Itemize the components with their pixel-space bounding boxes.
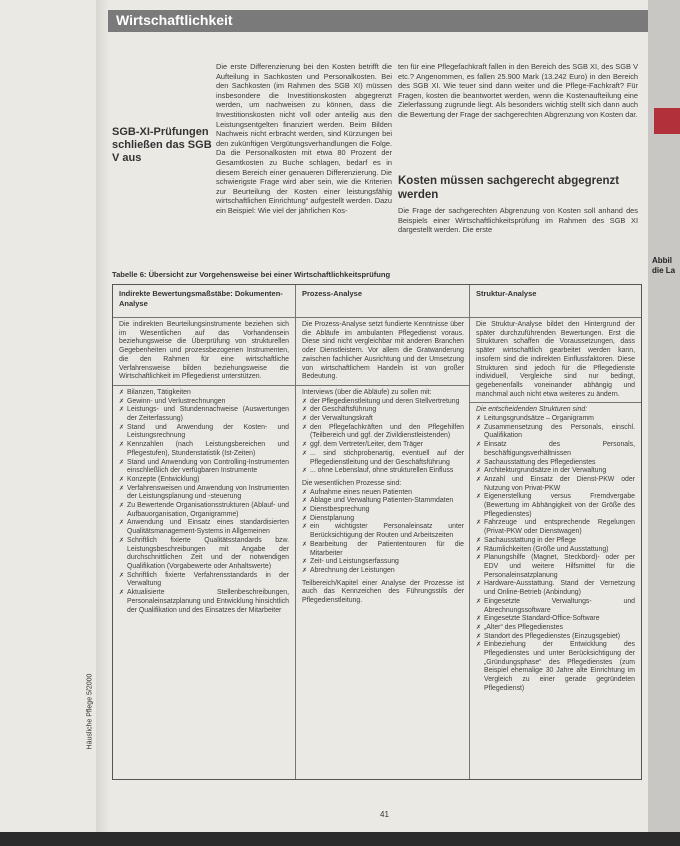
list-item: ✗ Dienstplanung bbox=[310, 515, 464, 524]
page-number: 41 bbox=[380, 810, 389, 819]
list-item: ✗ Konzepte (Entwicklung) bbox=[127, 476, 289, 485]
list-item: ✗ Stand und Anwendung der Kosten- und Leistungsrechnung bbox=[127, 424, 289, 441]
column-intro: Die Prozess-Analyse setzt fundierte Kenntnisse über die Abläufe im ambulanten Pflegedienst voraus. Diese sind nicht vergleichbar mit anderen Branchen oder Dienstleistern. Vor allem die Gratwanderung zwischen fachlicher Ausrichtung und der Umsetzung von wirtschaftlichem Handeln ist von großer Bedeutung. bbox=[302, 321, 464, 381]
list-item: ✗ Schriftlich fixierte Verfahrensstandards in der Verwaltung bbox=[127, 572, 289, 589]
list-item: ✗ Anzahl und Einsatz der Dienst-PKW oder Nutzung von Privat-PKW bbox=[484, 476, 635, 493]
list-item: ✗ Dienstbesprechung bbox=[310, 506, 464, 515]
paragraph: ten für eine Pflegefachkraft fallen in den Bereich des SGB XI, des SGB V etc.? Angenommen, es fallen 25.900 Mark (13.242 Euro) in den Bereich des SGB XI. Wie teuer sind dann weiter und die Pflege-Fachkraft? Für Fragen, kosten die beantwortet werden, wenn die Kostenaufteilung eine Zielerfassung zugrunde liegt. Als besonders wichtig stellt sich dann auch die Bewertung der Frage der sachgerechten Abgrenzung von Kosten dar. bbox=[398, 62, 638, 119]
journal-issue: Häusliche Pflege 5/2000 bbox=[86, 673, 94, 750]
list-item: ✗ Architekturgrundsätze in der Verwaltung bbox=[484, 467, 635, 476]
list-item: ✗ Stand und Anwendung von Controlling-Instrumenten einschließlich der verfügbaren Instrumente bbox=[127, 459, 289, 476]
list-item: ✗ Zeit- und Leistungserfassung bbox=[310, 558, 464, 567]
list-item: ✗ ... ohne Lebenslauf, ohne strukturellen Einfluss bbox=[310, 467, 464, 476]
body-column-2 bbox=[398, 62, 638, 123]
list-item: ✗ Sachausstattung des Pflegedienstes bbox=[484, 459, 635, 468]
list-item: ✗ Fahrzeuge und entsprechende Regelungen (Privat-PKW oder Dienstwagen) bbox=[484, 519, 635, 536]
list-item: ✗ Kennzahlen (nach Leistungsbereichen und Pflegestufen), Stundenstatistik (Ist-Zeiten) bbox=[127, 441, 289, 458]
pull-quote: SGB-XI-Prüfungen schließen das SGB V aus bbox=[112, 126, 212, 164]
list-item: ✗ Einsatz des Personals, beschäftigungsverhältnissen bbox=[484, 441, 635, 458]
column-intro: Die Struktur-Analyse bildet den Hintergrund der später durchzuführenden Bewertungen. Erst die Strukturen schaffen die Voraussetzungen, dass später wirtschaftlich gearbeitet werden kann, insofern sind die indirekten Einflussfaktoren. Diese Strukturen sind jedoch für die Pflegedienste individuell, Vergleiche sind nur bedingt, gegebenenfalls voneinander abhängig und manchmal auch nicht etwa weiteres zu ändern. bbox=[476, 321, 635, 398]
table-column-structure-analysis bbox=[469, 285, 641, 779]
column-intro: Die indirekten Beurteilungsinstrumente beziehen sich im Wesentlichen auf das Vorhandensein beziehungsweise die Überprüfung von strukturellen Gegebenheiten und prozessbezogenen Instrumenten, die den Rahmen für eine wirtschaftliche Verfahrensweise bilden beziehungsweise die Wirtschaftlichkeit im Pflegedienst unterstützen. bbox=[119, 321, 289, 381]
list-item: ✗ ein wichtigster Personaleinsatz unter Berücksichtigung der Routen und Arbeitszeiten bbox=[310, 523, 464, 540]
subheading: Kosten müssen sachgerecht abgegrenzt werden bbox=[398, 175, 620, 201]
list-item: ✗ Gewinn- und Verlustrechnungen bbox=[127, 398, 289, 407]
list-item: ✗ Eingesetzte Standard-Office-Software bbox=[484, 615, 635, 624]
adjacent-page-edge bbox=[648, 0, 680, 846]
list-item: ✗ der Pflegedienstleitung und deren Stellvertretung bbox=[310, 398, 464, 407]
list-item: ✗ ... sind stichprobenartig, eventuell auf der Pflegedienstleitung und der Geschäftsführung bbox=[310, 450, 464, 467]
item-list bbox=[470, 402, 641, 696]
list-item: ✗ Standort des Pflegedienstes (Einzugsgebiet) bbox=[484, 633, 635, 642]
list-item: ✗ ggf. dem Vertreter/Leiter, dem Träger bbox=[310, 441, 464, 450]
body-column-1 bbox=[216, 62, 392, 219]
list-item: ✗ Planungshilfe (Magnet, Steckbord)- oder per EDV und weitere Hilfsmittel für die Personaleinsatzplanung bbox=[484, 554, 635, 580]
list-item: ✗ der Verwaltungskraft bbox=[310, 415, 464, 424]
body-column-2b bbox=[398, 206, 638, 238]
paragraph: Die Frage der sachgerechten Abgrenzung von Kosten soll anhand des Beispiels einer Wirtschaftlichkeitsprüfung im Rahmen des SGB XI dargestellt werden. Die erste bbox=[398, 206, 638, 235]
list-item: ✗ „Alter“ des Pflegedienstes bbox=[484, 624, 635, 633]
list-lead: Die entscheidenden Strukturen sind: bbox=[476, 406, 588, 414]
list-item: ✗ Eigenerstellung versus Fremdvergabe (Bewertung im Abhängigkeit von der Größe des Pflegedienstes) bbox=[484, 493, 635, 519]
list-lead: Interviews (über die Abläufe) zu sollen mit: bbox=[302, 388, 432, 396]
overview-table bbox=[112, 284, 642, 780]
paragraph: Die erste Differenzierung bei den Kosten betrifft die Aufteilung in Sachkosten und Personalkosten. Bei den Sachkosten (im Rahmen des SGB XI) müssen insbesondere die Investitionskosten abgegrenzt werden, um nachweisen zu können, dass die Investitionskosten nicht voll oder anteilig aus den Leistungsentgelten finanziert werden. Beim Bilden Nachweis nicht erbracht werden, sind Kürzungen bei den zukünftigen Vergütungsverhandlungen die Folge. Da die Personalkosten mit etwa 80 Prozent der Gesamtkosten zu Buche schlagen, bedarf es in diesem Bereich einer genaueren Differenzierung. Die schwierigste Frage wird aber sein, wie die Kriterien zur Beurteilung der Kosten einer leistungsfähig wirtschaftlichen Einrichtung“ aufgestellt werden. Dazu ein Beispiel: Wie viel der jährlichen Kos- bbox=[216, 62, 392, 215]
list-item: ✗ Verfahrensweisen und Anwendung von Instrumenten der Leistungsplanung und -steuerung bbox=[127, 485, 289, 502]
adjacent-page-text: Abbil die La bbox=[652, 256, 676, 275]
list-item: ✗ den Pflegefachkräften und den Pflegehilfen (Teilbereich und ggf. der Zivildienstleistenden) bbox=[310, 424, 464, 441]
list-item: ✗ Bilanzen, Tätigkeiten bbox=[127, 389, 289, 398]
table-caption: Tabelle 6: Übersicht zur Vorgehensweise bei einer Wirtschaftlichkeitsprüfung bbox=[112, 270, 391, 279]
list-item: ✗ Leitungsgrundsätze – Organigramm bbox=[484, 415, 635, 424]
list-item: ✗ Sachausstattung in der Pflege bbox=[484, 537, 635, 546]
list-item: ✗ Anwendung und Einsatz eines standardisierten Qualitätsmanagement-Systems in Allgemeinen bbox=[127, 519, 289, 536]
red-marker bbox=[654, 108, 680, 134]
column-footer: Teilbereich/Kapitel einer Analyse der Prozesse ist auch das Kennzeichen des Führungsstils der Pflegedienstleitung. bbox=[302, 579, 464, 605]
table-column-document-analysis bbox=[113, 285, 295, 779]
table-column-process-analysis bbox=[295, 285, 470, 779]
item-list bbox=[113, 385, 295, 618]
list-item: ✗ Abrechnung der Leistungen bbox=[310, 567, 464, 576]
section-header bbox=[108, 10, 648, 32]
list-item: ✗ Zusammensetzung des Personals, einschl. Qualifikation bbox=[484, 424, 635, 441]
background-edge bbox=[0, 832, 680, 846]
list-item: ✗ Ablage und Verwaltung Patienten-Stammdaten bbox=[310, 497, 464, 506]
list-item: ✗ Aktualisierte Stellenbeschreibungen, Personaleinsatzplanung und Entwicklung hinsichtlich der Qualifikation und des Einsatzes der Mitarbeiter bbox=[127, 589, 289, 615]
column-header: Indirekte Bewertungsmaßstäbe: Dokumenten-Analyse bbox=[113, 285, 295, 318]
side-margin bbox=[86, 660, 108, 770]
list-item: ✗ Aufnahme eines neuen Patienten bbox=[310, 489, 464, 498]
list-item: ✗ Bearbeitung der Patiententouren für die Mitarbeiter bbox=[310, 541, 464, 558]
column-header: Prozess-Analyse bbox=[296, 285, 470, 318]
list-item: ✗ Schriftlich fixierte Qualitätsstandards bzw. Leistungsbeschreibungen mit Angabe der durchschnittlichen Zeit und der notwendigen Qualifikation (Vorgabewerte oder Anhaltswerte) bbox=[127, 537, 289, 572]
list-item: ✗ Einbeziehung der Entwicklung des Pflegedienstes und unter Berücksichtigung der „Gründungsphase“ des Pflegedienstes (zum Beispiel ehemalige 30 Jahre alte Einrichtung im Vergleich zu einer gerade gegründeten Pflegedienst) bbox=[484, 641, 635, 693]
list-item: ✗ Eingesetzte Verwaltungs- und Abrechnungssoftware bbox=[484, 598, 635, 615]
section-title: Wirtschaftlichkeit bbox=[116, 12, 233, 28]
list-lead: Die wesentlichen Prozesse sind: bbox=[302, 479, 402, 487]
list-item: ✗ der Geschäftsführung bbox=[310, 406, 464, 415]
column-header: Struktur-Analyse bbox=[470, 285, 641, 318]
list-item: ✗ Leistungs- und Stundennachweise (Auswertungen der Zeiterfassung) bbox=[127, 406, 289, 423]
list-item: ✗ Zu Bewertende Organisationsstrukturen (Ablauf- und Aufbauorganisation, Organigramme) bbox=[127, 502, 289, 519]
list-item: ✗ Hardware-Ausstattung. Stand der Vernetzung und Online-Betrieb (Anbindung) bbox=[484, 580, 635, 597]
item-list bbox=[296, 385, 470, 609]
list-item: ✗ Räumlichkeiten (Größe und Ausstattung) bbox=[484, 546, 635, 555]
